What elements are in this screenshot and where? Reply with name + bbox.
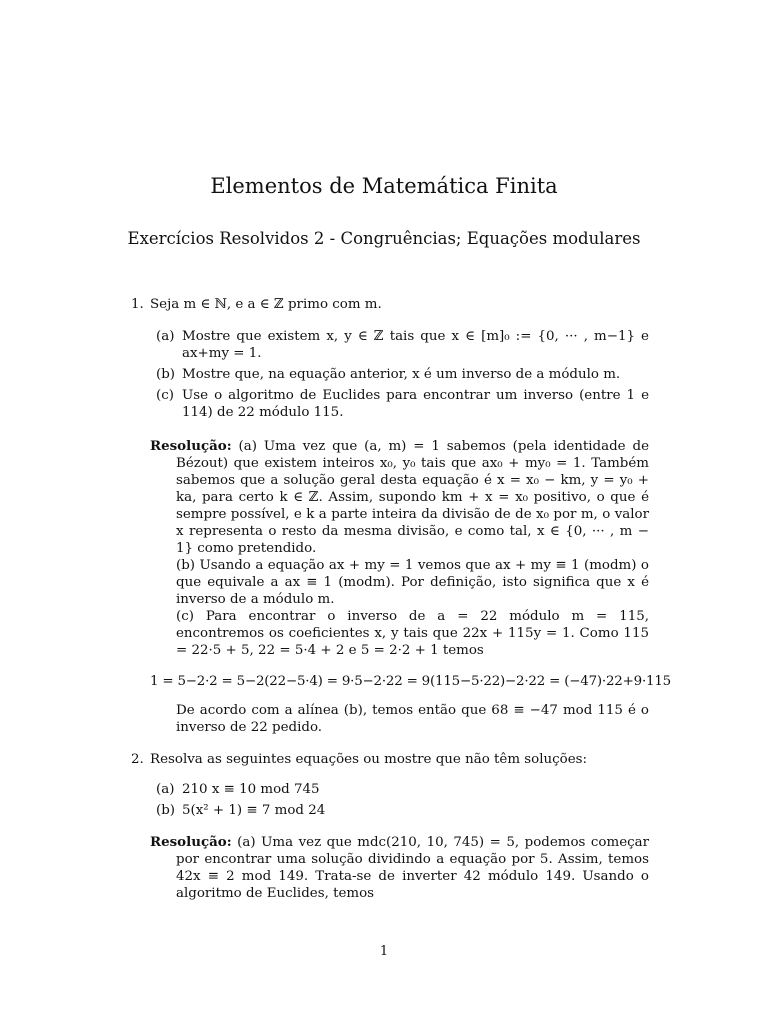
document-body <box>131 296 671 902</box>
exercise-1-part-b <box>156 366 649 383</box>
resolution-equation: 1 = 5−2·2 = 5−2(22−5·4) = 9·5−2·22 = 9(115−5·22)−2·22 = (−47)·22+9·115 <box>150 674 671 689</box>
part-text: Mostre que, na equação anterior, x é um inverso de a módulo m. <box>182 367 621 382</box>
part-text: 210 x ≡ 10 mod 745 <box>182 782 320 797</box>
exercise-1-part-a <box>156 328 649 362</box>
resolution-part-c: (c) Para encontrar o inverso de a = 22 módulo m = 115, encontremos os coeficientes x, y tais que 22x + 115y = 1. Como 115 = 22·5 + 5, 22 = 5·4 + 2 e 5 = 2·2 + 1 temos <box>176 609 649 658</box>
part-text: Use o algoritmo de Euclides para encontrar um inverso (entre 1 e 114) de 22 módulo 115. <box>182 388 649 420</box>
exercise-1 <box>131 296 649 313</box>
exercise-statement: Seja m ∈ ℕ, e a ∈ ℤ primo com m. <box>150 297 382 312</box>
exercise-2-part-a <box>156 781 649 798</box>
resolution-part-a: (a) Uma vez que mdc(210, 10, 745) = 5, podemos começar por encontrar uma solução dividindo a equação por 5. Assim, temos 42x ≡ 2 mod 149. Trata-se de inverter 42 módulo 149. Usando o algoritmo de Euclides, temos <box>176 835 649 901</box>
exercise-number: 1. <box>131 297 144 312</box>
exercise-2 <box>131 751 649 768</box>
part-label: (b) <box>156 803 176 818</box>
exercise-2-part-b <box>156 802 649 819</box>
part-label: (a) <box>156 782 175 797</box>
exercise-2-resolution <box>150 834 649 902</box>
part-label: (a) <box>156 329 175 344</box>
document-title: Elementos de Matemática Finita <box>210 174 558 198</box>
resolution-conclusion: De acordo com a alínea (b), temos então que 68 ≡ −47 mod 115 é o inverso de 22 pedido. <box>176 703 649 735</box>
exercise-number: 2. <box>131 752 144 767</box>
resolution-part-b: (b) Usando a equação ax + my = 1 vemos que ax + my ≡ 1 (modm) o que equivale a ax ≡ 1 (modm). Por definição, isto significa que x é inverso de a módulo m. <box>176 558 649 607</box>
resolution-heading: Resolução: <box>150 834 232 850</box>
resolution-heading: Resolução: <box>150 438 232 454</box>
part-label: (c) <box>156 388 174 403</box>
part-text: Mostre que existem x, y ∈ ℤ tais que x ∈ [m]₀ := {0, ··· , m−1} e ax+my = 1. <box>182 329 649 361</box>
resolution-part-a: (a) Uma vez que (a, m) = 1 sabemos (pela identidade de Bézout) que existem inteiros x₀, y₀ tais que ax₀ + my₀ = 1. Também sabemos que a solução geral desta equação é x = x₀ − km, y = y₀ + ka, para certo k ∈ ℤ. Assim, supondo km + x = x₀ positivo, o que é sempre possível, e k a parte inteira da divisão de de x₀ por m, o valor x representa o resto da mesma divisão, e como tal, x ∈ {0, ··· , m − 1} como pretendido. <box>176 439 649 556</box>
part-text: 5(x² + 1) ≡ 7 mod 24 <box>182 803 326 818</box>
page-number: 1 <box>379 944 389 959</box>
part-label: (b) <box>156 367 176 382</box>
exercise-1-part-c <box>156 387 649 421</box>
document-subtitle: Exercícios Resolvidos 2 - Congruências; Equações modulares <box>127 229 641 248</box>
exercise-1-resolution <box>150 438 649 557</box>
exercise-statement: Resolva as seguintes equações ou mostre que não têm soluções: <box>150 752 588 767</box>
